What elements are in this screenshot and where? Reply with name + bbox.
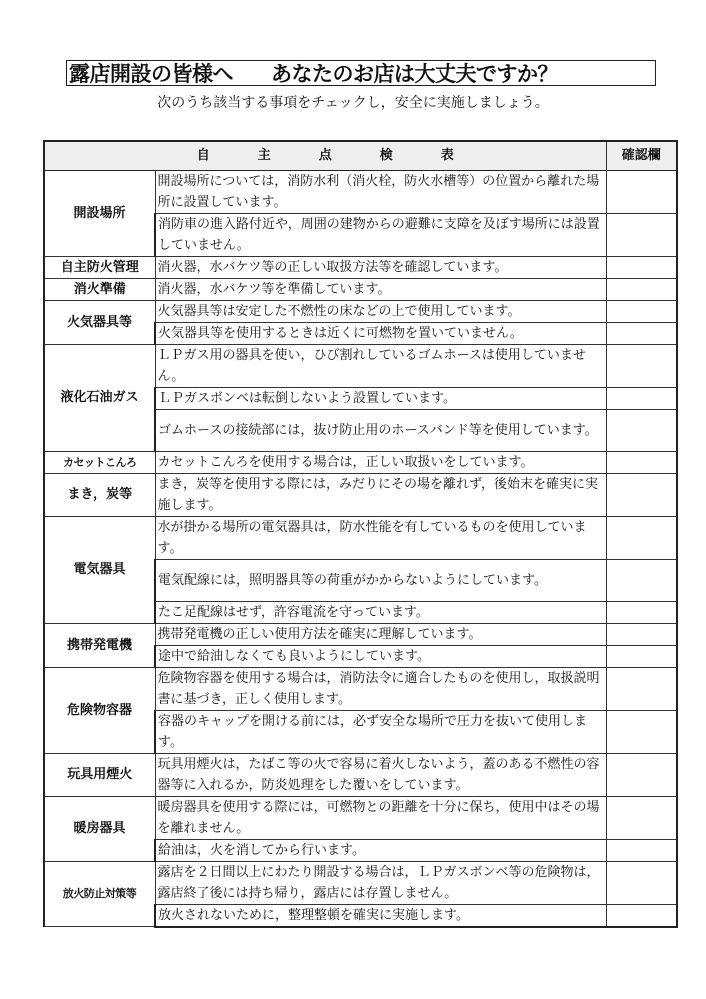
confirmation-cell[interactable]	[606, 559, 677, 601]
check-item-text: 容器のキャップを開ける前には，必ず安全な場所で圧力を抜いて使用します。	[155, 710, 606, 753]
category-cell: 携帯発電機	[44, 623, 155, 667]
table-body	[44, 170, 677, 927]
check-item-text: たこ足配線はせず，許容電流を守っています。	[155, 601, 606, 623]
check-item-text: 消防車の進入路付近や，周囲の建物からの避難に支障を及ぼす場所には設置していません。	[155, 213, 606, 256]
category-cell: 玩具用煙火	[44, 753, 155, 796]
confirmation-cell[interactable]	[606, 322, 677, 344]
category-cell: 自主防火管理	[44, 256, 155, 278]
check-item-text: 電気配線には，照明器具等の荷重がかからないようにしています。	[155, 559, 606, 601]
confirmation-cell[interactable]	[606, 623, 677, 645]
page-title	[66, 60, 656, 86]
check-item-text: 途中で給油しなくても良いようにしています。	[155, 645, 606, 667]
confirmation-cell[interactable]	[606, 451, 677, 473]
category-cell: 火気器具等	[44, 300, 155, 344]
confirmation-cell[interactable]	[606, 796, 677, 839]
table-row	[44, 300, 677, 322]
confirmation-cell[interactable]	[606, 516, 677, 559]
confirmation-cell[interactable]	[606, 213, 677, 256]
table-row	[44, 516, 677, 559]
confirmation-cell[interactable]	[606, 344, 677, 387]
check-item-text: ＬＰガスボンベは転倒しないよう設置しています。	[155, 387, 606, 409]
table-row	[44, 256, 677, 278]
confirmation-cell[interactable]	[606, 409, 677, 451]
check-item-text: 放火されないために，整理整頓を確実に実施します。	[155, 904, 606, 927]
check-item-text: 暖房器具を使用する際には，可燃物との距離を十分に保ち，使用中はその場を離れません。	[155, 796, 606, 839]
category-cell: 放火防止対策等	[44, 861, 155, 927]
table-row	[44, 796, 677, 839]
table-row	[44, 861, 677, 904]
check-item-text: 給油は，火を消してから行います。	[155, 839, 606, 861]
check-item-text: 危険物容器を使用する場合は，消防法令に適合したものを使用し，取扱説明書に基づき，正しく使用します。	[155, 667, 606, 710]
confirmation-cell[interactable]	[606, 710, 677, 753]
check-item-text: 玩具用煙火は，たばこ等の火で容易に着火しないよう，蓋のある不燃性の容器等に入れるか，防炎処理をした覆いをしています。	[155, 753, 606, 796]
category-cell: 危険物容器	[44, 667, 155, 753]
confirmation-cell[interactable]	[606, 473, 677, 516]
confirmation-cell[interactable]	[606, 300, 677, 322]
category-cell: 開設場所	[44, 170, 155, 256]
table-row	[44, 753, 677, 796]
table-row	[44, 278, 677, 300]
confirmation-cell[interactable]	[606, 667, 677, 710]
confirmation-cell[interactable]	[606, 387, 677, 409]
confirmation-cell[interactable]	[606, 861, 677, 904]
confirmation-cell[interactable]	[606, 278, 677, 300]
page-subtitle: 次のうち該当する事項をチェックし，安全に実施しましょう。	[157, 95, 549, 111]
category-cell: 暖房器具	[44, 796, 155, 861]
check-item-text: 火気器具等は安定した不燃性の床などの上で使用しています。	[155, 300, 606, 322]
category-cell: 電気器具	[44, 516, 155, 623]
check-item-text: 露店を２日間以上にわたり開設する場合は，ＬＰガスボンベ等の危険物は，露店終了後には持ち帰り，露店には存置しません。	[155, 861, 606, 904]
table-row	[44, 623, 677, 645]
confirmation-cell[interactable]	[606, 256, 677, 278]
table-row	[44, 344, 677, 387]
check-item-text: 消火器，水バケツ等を準備しています。	[155, 278, 606, 300]
confirmation-cell[interactable]	[606, 170, 677, 213]
confirmation-cell[interactable]	[606, 601, 677, 623]
confirmation-cell[interactable]	[606, 645, 677, 667]
category-cell: 消火準備	[44, 278, 155, 300]
confirmation-cell[interactable]	[606, 839, 677, 861]
table-row	[44, 473, 677, 516]
header-self-inspection: 自主点検表	[44, 141, 606, 170]
self-inspection-table	[43, 140, 678, 928]
category-cell: カセットこんろ	[44, 451, 155, 473]
check-item-text: ゴムホースの接続部には，抜け防止用のホースバンド等を使用しています。	[155, 409, 606, 451]
check-item-text: 消火器，水バケツ等の正しい取扱方法等を確認しています。	[155, 256, 606, 278]
table-row	[44, 451, 677, 473]
category-cell: 液化石油ガス	[44, 344, 155, 451]
check-item-text: カセットこんろを使用する場合は，正しい取扱いをしています。	[155, 451, 606, 473]
page-title-main: 露店開設の皆様へ	[69, 62, 233, 86]
check-item-text: 火気器具等を使用するときは近くに可燃物を置いていません。	[155, 322, 606, 344]
check-item-text: 携帯発電機の正しい使用方法を確実に理解しています。	[155, 623, 606, 645]
table-header-row	[44, 141, 677, 170]
confirmation-cell[interactable]	[606, 904, 677, 927]
check-item-text: まき，炭等を使用する際には，みだりにその場を離れず，後始末を確実に実施します。	[155, 473, 606, 516]
category-cell: まき，炭等	[44, 473, 155, 516]
check-item-text: ＬＰガス用の器具を使い，ひび割れしているゴムホースは使用していません。	[155, 344, 606, 387]
confirmation-cell[interactable]	[606, 753, 677, 796]
table-row	[44, 170, 677, 213]
table-row	[44, 667, 677, 710]
page-title-question: あなたのお店は大丈夫ですか？	[271, 62, 558, 86]
check-item-text: 水が掛かる場所の電気器具は，防水性能を有しているものを使用しています。	[155, 516, 606, 559]
header-confirmation: 確認欄	[606, 141, 677, 170]
check-item-text: 開設場所については，消防水利（消火栓，防火水槽等）の位置から離れた場所に設置しています。	[155, 170, 606, 213]
